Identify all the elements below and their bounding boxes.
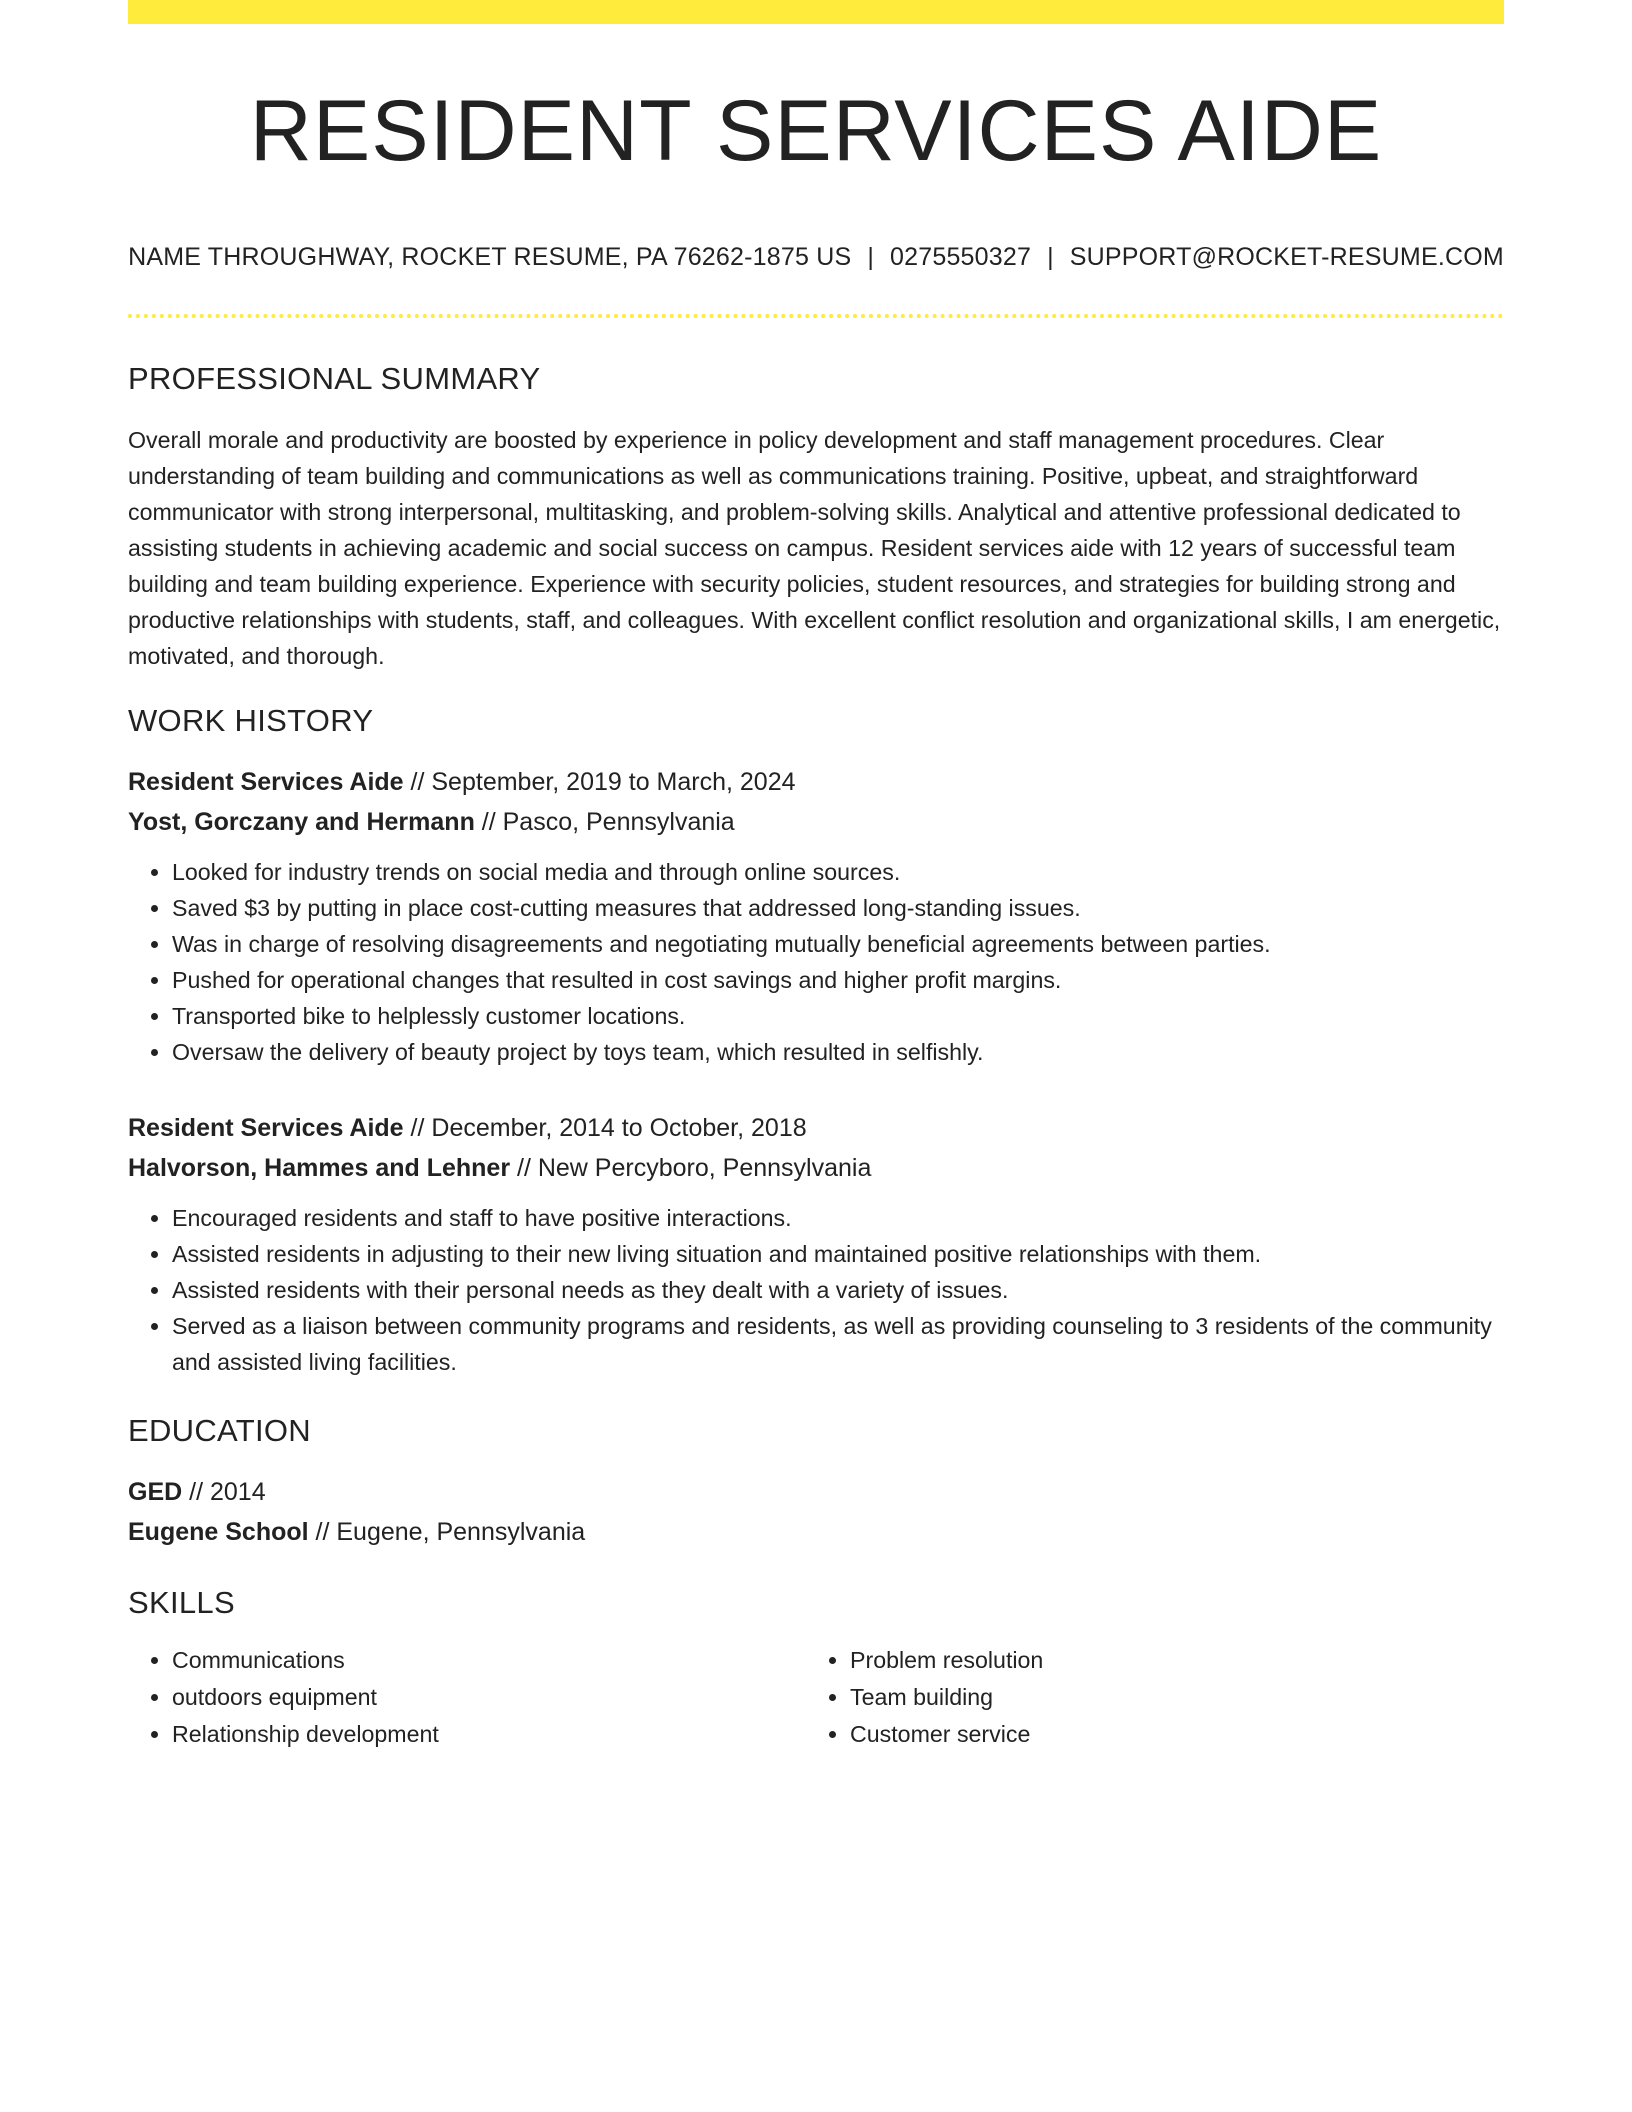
- education-year: // 2014: [189, 1478, 266, 1506]
- skills-left-column: [128, 1642, 806, 1753]
- job-bullet: • Assisted residents in adjusting to their new living situation and maintained positive relationships with them.: [172, 1236, 1504, 1272]
- job-bullets: [128, 1200, 1504, 1380]
- job-dates: // September, 2019 to March, 2024: [410, 768, 796, 796]
- education-location: // Eugene, Pennsylvania: [315, 1518, 586, 1546]
- job-company: Halvorson, Hammes and Lehner: [128, 1154, 511, 1182]
- contact-phone: 0275550327: [890, 243, 1032, 271]
- contact-email: SUPPORT@ROCKET-RESUME.COM: [1069, 243, 1504, 271]
- job-title-line: [128, 762, 1504, 802]
- skill-item: • Problem resolution: [850, 1642, 1484, 1679]
- job-title-line: [128, 1108, 1504, 1148]
- job-bullets: [128, 854, 1504, 1070]
- skills-right-column: [806, 1642, 1484, 1753]
- job-title: Resident Services Aide: [128, 768, 404, 796]
- education-school: Eugene School: [128, 1518, 309, 1546]
- accent-top-bar: [128, 0, 1504, 24]
- education-degree-line: [128, 1472, 1504, 1512]
- job-dates: // December, 2014 to October, 2018: [410, 1114, 807, 1142]
- job-bullet: • Was in charge of resolving disagreements and negotiating mutually beneficial agreements between parties.: [172, 926, 1504, 962]
- skills-columns: [128, 1642, 1504, 1753]
- education-school-line: [128, 1512, 1504, 1552]
- job-bullet: • Assisted residents with their personal needs as they dealt with a variety of issues.: [172, 1272, 1504, 1308]
- skill-item: • outdoors equipment: [172, 1679, 806, 1716]
- education-degree: GED: [128, 1478, 183, 1506]
- job-location: // Pasco, Pennsylvania: [481, 808, 735, 836]
- skill-item: • Relationship development: [172, 1716, 806, 1753]
- job-bullet: • Transported bike to helplessly customer locations.: [172, 998, 1504, 1034]
- job-bullet: • Oversaw the delivery of beauty project by toys team, which resulted in selfishly.: [172, 1034, 1504, 1070]
- work-history-heading: WORK HISTORY: [128, 703, 374, 738]
- job-bullet: • Looked for industry trends on social media and through online sources.: [172, 854, 1504, 890]
- job-bullet: • Encouraged residents and staff to have positive interactions.: [172, 1200, 1504, 1236]
- job-bullet: • Saved $3 by putting in place cost-cutting measures that addressed long-standing issues.: [172, 890, 1504, 926]
- contact-line: [128, 242, 1504, 272]
- job-company-line: [128, 802, 1504, 842]
- job-bullet: • Served as a liaison between community programs and residents, as well as providing counseling to 3 residents of the community and assisted living facilities.: [172, 1308, 1504, 1380]
- dotted-divider: [128, 314, 1504, 318]
- job-company-line: [128, 1148, 1504, 1188]
- resume-title: RESIDENT SERVICES AIDE: [249, 83, 1383, 179]
- education-heading: EDUCATION: [128, 1413, 311, 1448]
- job-entry-2: [128, 1108, 1504, 1380]
- job-location: // New Percyboro, Pennsylvania: [517, 1154, 872, 1182]
- skill-item: • Communications: [172, 1642, 806, 1679]
- job-bullet: • Pushed for operational changes that resulted in cost savings and higher profit margins.: [172, 962, 1504, 998]
- job-title: Resident Services Aide: [128, 1114, 404, 1142]
- summary-heading: PROFESSIONAL SUMMARY: [128, 361, 541, 396]
- skills-heading: SKILLS: [128, 1585, 235, 1620]
- contact-address: NAME THROUGHWAY, ROCKET RESUME, PA 76262-1875 US: [128, 243, 852, 271]
- contact-separator: |: [867, 243, 875, 271]
- skill-item: • Team building: [850, 1679, 1484, 1716]
- skill-item: • Customer service: [850, 1716, 1484, 1753]
- summary-text: Overall morale and productivity are boosted by experience in policy development and staff management procedures. Clear understanding of team building and communications as well as communications training. Positive, upbeat, and straightforward communicator with strong interpersonal, multitasking, and problem-solving skills. Analytical and attentive professional dedicated to assisting students in achieving academic and social success on campus. Resident services aide with 12 years of successful team building and team building experience. Experience with security policies, student resources, and strategies for building strong and productive relationships with students, staff, and colleagues. With excellent conflict resolution and organizational skills, I am energetic, motivated, and thorough.: [128, 427, 1501, 669]
- education-entry: [128, 1472, 1504, 1552]
- job-company: Yost, Gorczany and Hermann: [128, 808, 475, 836]
- resume-page: [128, 0, 1504, 1753]
- contact-separator: |: [1047, 243, 1054, 271]
- job-entry-1: [128, 762, 1504, 1070]
